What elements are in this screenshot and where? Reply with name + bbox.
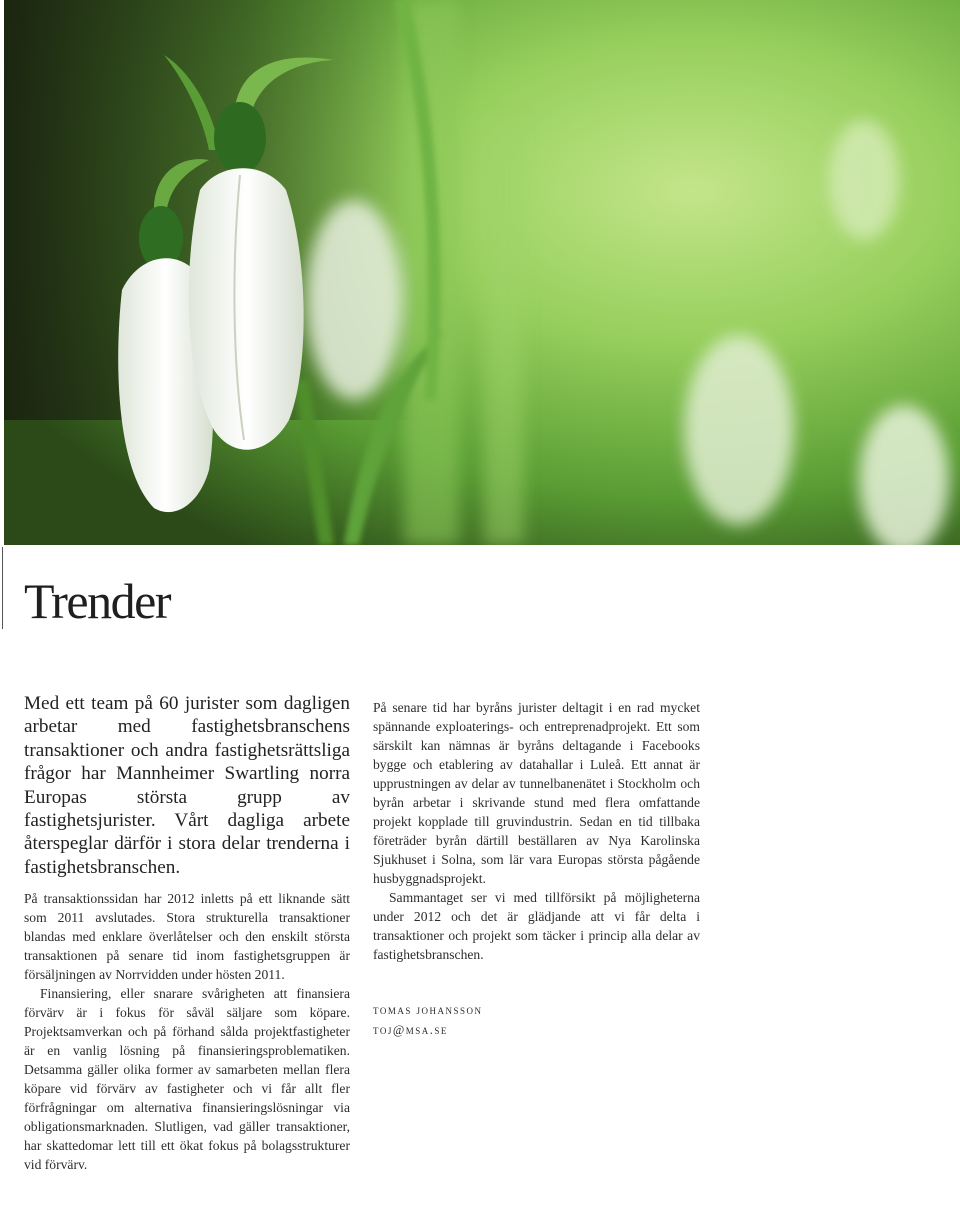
page-title: Trender	[24, 573, 170, 629]
body-paragraph-2: Finansiering, eller snarare svårigheten att finansiera förvärv är i fokus för såväl säljare som köpare. Projektsamverkan och på förhand sålda projektfastigheter är en vanlig lösning på finansieringsproblematiken. Detsamma gäller olika former av samarbeten mellan flera köpare vid förvärv av fastigheter och vi får allt fler förfrågningar om alternativa finansieringslösningar via obligationsmarknaden. Slutligen, vad gäller transaktioner, har skattedomar lett till ett ökat fokus på bolagsstrukturer vid förvärv.	[24, 986, 350, 1173]
left-column	[24, 692, 350, 1174]
byline	[373, 1000, 700, 1040]
body-paragraph-1: På transaktionssidan har 2012 inletts på ett liknande sätt som 2011 avslutades. Stora strukturella transaktioner blandas med enklare överlåtelser och den enskilt största transaktionen på senare tid inom fastighetsgruppen är försäljningen av Norrvidden under hösten 2011.	[24, 891, 350, 983]
vertical-rule	[2, 547, 3, 629]
lead-paragraph: Med ett team på 60 jurister som dagligen arbetar med fastighetsbranschens transaktioner och andra fastighetsrättsliga frågor har Mannheimer Swartling norra Europas största grupp av fastighetsjurister. Vårt dagliga arbete återspeglar därför i stora delar trenderna i fastighetsbranschen.	[24, 693, 350, 878]
right-column	[373, 698, 700, 1040]
author-email: toj@msa.se	[373, 1023, 448, 1037]
body-paragraph-4: Sammantaget ser vi med tillförsikt på möjligheterna under 2012 och det är glädjande att vi får delta i transaktioner och projekt som täcker i princip alla delar av fastighetsbranschen.	[373, 890, 700, 962]
body-paragraph-3: På senare tid har byråns jurister deltagit i en rad mycket spännande exploaterings- och entreprenadprojekt. Ett som särskilt kan nämnas är byråns deltagande i Facebooks bygge och etablering av datahallar i Luleå. Ett annat är upprustningen av delar av tunnelbanenätet i Stockholm och byrån arbetar i skrivande stund med flera omfattande projekt kopplade till gruvindustrin. Sedan en tid tillbaka företräder byrån därtill beställaren av Nya Karolinska Sjukhuset i Solna, som lär vara Europas största pågående husbyggnadsprojekt.	[373, 700, 700, 886]
hero-photo	[4, 0, 960, 545]
author-name: tomas johansson	[373, 1003, 483, 1017]
snowdrop-illustration	[4, 0, 960, 545]
